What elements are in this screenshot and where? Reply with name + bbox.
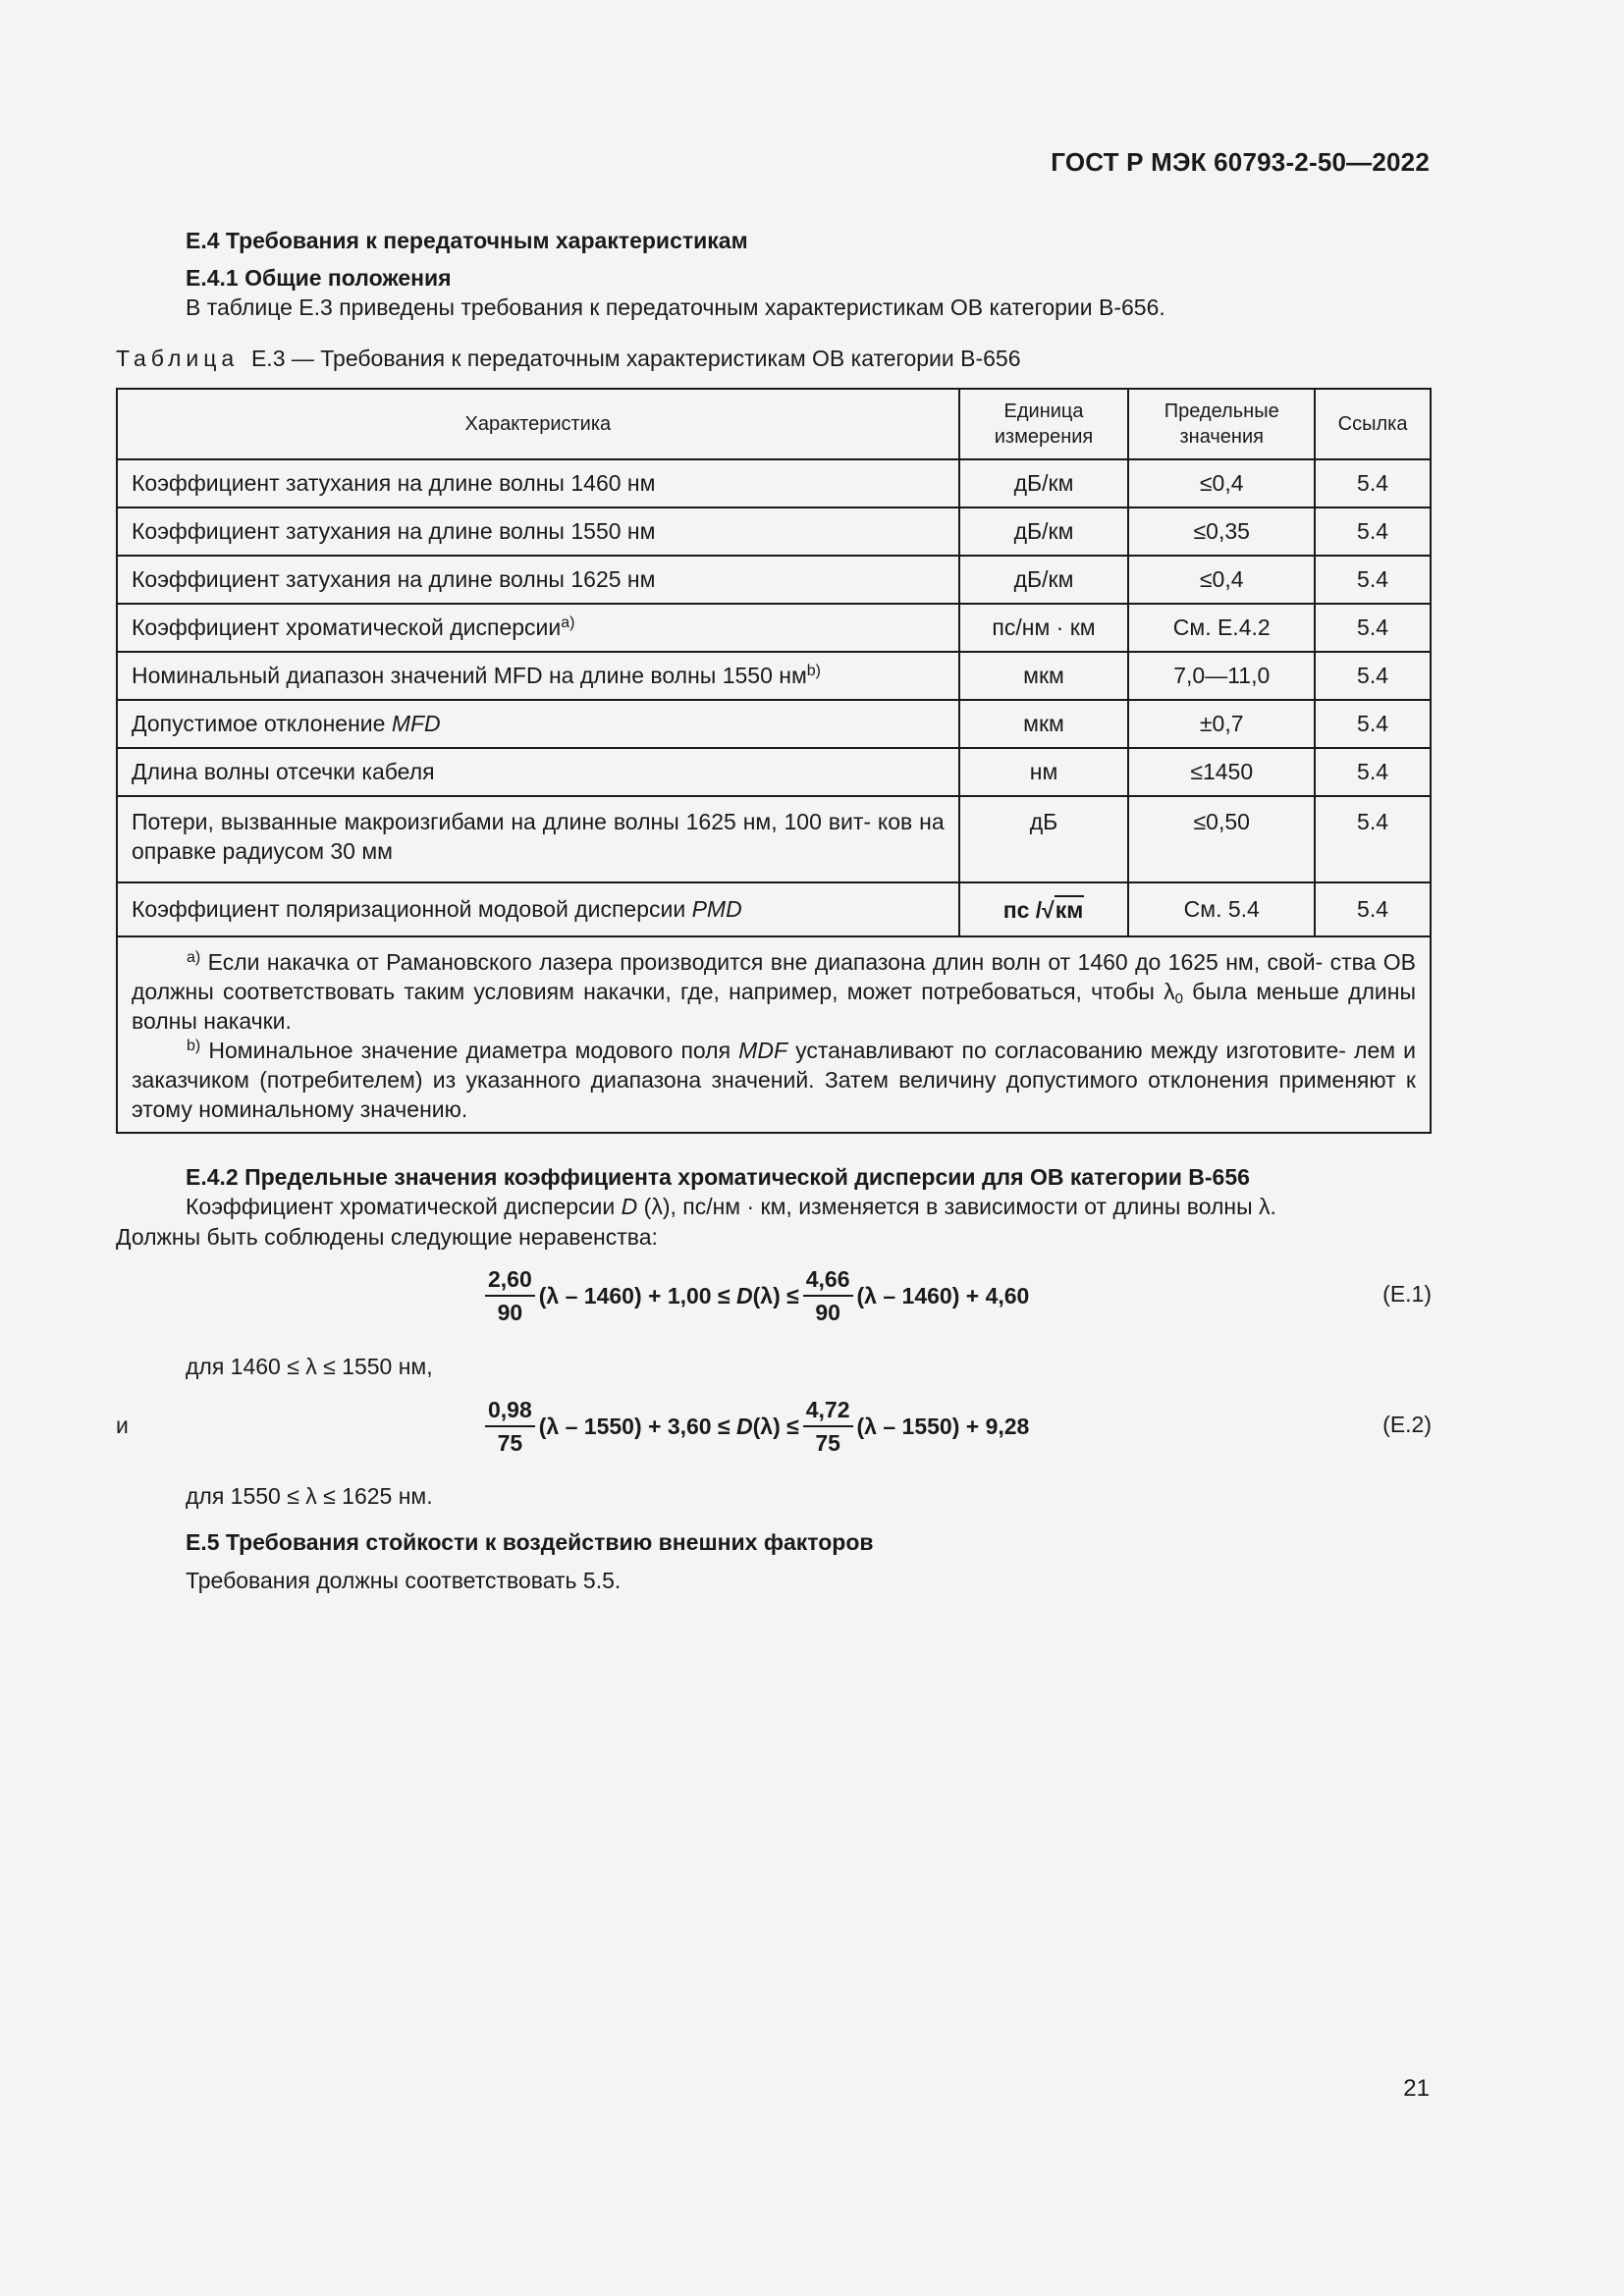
equation-part: (λ – 1460) + 1,00 ≤ [538, 1283, 736, 1308]
cell-unit: дБ/км [959, 507, 1129, 556]
cell-characteristic [117, 700, 959, 748]
table-row [117, 700, 1431, 748]
and-word: и [116, 1413, 129, 1438]
sqrt-symbol: √ км [1042, 897, 1084, 923]
equation-label-e2: (Е.2) [1382, 1412, 1432, 1437]
equation-label-e1: (Е.1) [1382, 1281, 1432, 1307]
cell-unit: дБ/км [959, 556, 1129, 604]
cell-limit: ≤0,50 [1128, 796, 1315, 882]
cell-unit: мкм [959, 652, 1129, 700]
table-caption-word: Таблица [116, 346, 240, 371]
table-notes-row [117, 936, 1431, 1133]
footnote-a-marker: a) [187, 949, 201, 966]
cell-unit [959, 882, 1129, 936]
cell-ref: 5.4 [1315, 507, 1431, 556]
cell-characteristic: Коэффициент затухания на длине волны 1460 нм [117, 459, 959, 507]
fraction [803, 1266, 853, 1326]
intro-paragraph: В таблице Е.3 приведены требования к передаточным характеристикам ОВ категории В-656. [186, 294, 1165, 320]
table-row [117, 796, 1431, 882]
cell-limit: ≤0,35 [1128, 507, 1315, 556]
fraction [485, 1266, 535, 1326]
table-notes [117, 936, 1431, 1133]
section-heading-e4: Е.4 Требования к передаточным характеристикам [186, 228, 748, 253]
cell-unit: дБ [959, 796, 1129, 882]
cell-italic: PMD [691, 896, 742, 922]
cell-unit: дБ/км [959, 459, 1129, 507]
numerator: 4,72 [803, 1397, 853, 1427]
cell-unit: пс/нм · км [959, 604, 1129, 652]
footnote-a-text-2: была меньше длины волны накачки. [132, 979, 1416, 1034]
cell-limit: ±0,7 [1128, 700, 1315, 748]
range-1: для 1460 ≤ λ ≤ 1550 нм, [186, 1354, 433, 1379]
table-caption [116, 346, 1021, 372]
cell-unit: мкм [959, 700, 1129, 748]
e42-text-1: Коэффициент хроматической дисперсии [186, 1194, 622, 1219]
equation-e1 [481, 1266, 1029, 1326]
range-2: для 1550 ≤ λ ≤ 1625 нм. [186, 1483, 433, 1509]
header-ref: Ссылка [1315, 389, 1431, 459]
cell-limit: ≤1450 [1128, 748, 1315, 796]
page-number: 21 [1403, 2075, 1430, 2102]
table-row [117, 556, 1431, 604]
subsection-heading-e42: Е.4.2 Предельные значения коэффициента хроматической дисперсии для ОВ категории В-656 [186, 1164, 1250, 1190]
footnote-ref-b: b) [806, 663, 821, 679]
e42-text-italic: D [621, 1194, 638, 1219]
cell-ref: 5.4 [1315, 652, 1431, 700]
fraction [485, 1397, 535, 1457]
equation-part: (λ – 1550) + 9,28 [856, 1414, 1030, 1439]
footnote-a-text-1: Если накачка от Рамановского лазера производится вне диапазона длин волн от 1460 до 1625 нм, свой- ства ОВ должны соответствовать таким условиям накачки, где, например, может потребоваться, чтобы λ [132, 949, 1417, 1004]
unit-radicand: км [1055, 897, 1084, 923]
footnote-ref-a: a) [561, 614, 575, 631]
cell-characteristic: Коэффициент затухания на длине волны 1625 нм [117, 556, 959, 604]
footnote-b-marker: b) [187, 1038, 201, 1054]
header-unit: Единица измерения [959, 389, 1129, 459]
cell-limit: См. Е.4.2 [1128, 604, 1315, 652]
section-heading-e5: Е.5 Требования стойкости к воздействию внешних факторов [186, 1529, 874, 1555]
equation-d: D [736, 1283, 753, 1308]
numerator: 0,98 [485, 1397, 535, 1427]
cell-ref: 5.4 [1315, 459, 1431, 507]
cell-ref: 5.4 [1315, 796, 1431, 882]
cell-ref: 5.4 [1315, 556, 1431, 604]
cell-limit: См. 5.4 [1128, 882, 1315, 936]
table-row [117, 507, 1431, 556]
footnote-b [132, 1036, 1416, 1124]
fraction [803, 1397, 853, 1457]
denominator: 75 [815, 1430, 840, 1456]
subsection-heading-e41: Е.4.1 Общие положения [186, 265, 452, 291]
cell-limit: ≤0,4 [1128, 556, 1315, 604]
cell-text: Коэффициент хроматической дисперсии [132, 614, 562, 640]
footnote-a [132, 947, 1416, 1036]
cell-text: Допустимое отклонение [132, 711, 392, 736]
equation-part: (λ) ≤ [752, 1414, 799, 1439]
cell-characteristic [117, 652, 959, 700]
e42-paragraph-line1 [186, 1192, 1432, 1222]
footnote-b-italic: MDF [738, 1038, 787, 1063]
table-row [117, 748, 1431, 796]
table-caption-text: Е.3 — Требования к передаточным характеристикам ОВ категории В-656 [250, 346, 1021, 371]
denominator: 90 [497, 1300, 523, 1325]
footnote-a-sub: 0 [1174, 990, 1183, 1007]
cell-characteristic [117, 882, 959, 936]
cell-ref: 5.4 [1315, 700, 1431, 748]
cell-characteristic: Потери, вызванные макроизгибами на длине волны 1625 нм, 100 вит- ков на оправке радиусом 30 мм [117, 796, 959, 882]
e42-paragraph-line2: Должны быть соблюдены следующие неравенства: [116, 1224, 658, 1250]
cell-limit: 7,0—11,0 [1128, 652, 1315, 700]
cell-limit: ≤0,4 [1128, 459, 1315, 507]
footnote-b-text-2: устанавливают по согласованию между изготовите- лем и заказчиком (потребителем) из указанного диапазона значений. Затем величину допустимого отклонения применяют к этому номинальному значению. [132, 1038, 1417, 1122]
cell-characteristic: Коэффициент затухания на длине волны 1550 нм [117, 507, 959, 556]
header-limit: Предельные значения [1128, 389, 1315, 459]
cell-characteristic: Длина волны отсечки кабеля [117, 748, 959, 796]
e42-text-2: (λ), пс/нм · км, изменяется в зависимости от длины волны λ. [637, 1194, 1276, 1219]
cell-ref: 5.4 [1315, 604, 1431, 652]
document-header: ГОСТ Р МЭК 60793-2-50—2022 [1051, 147, 1430, 177]
numerator: 2,60 [485, 1266, 535, 1297]
equation-part: (λ) ≤ [752, 1283, 799, 1308]
table-row [117, 459, 1431, 507]
denominator: 75 [497, 1430, 523, 1456]
e5-paragraph: Требования должны соответствовать 5.5. [186, 1568, 622, 1593]
equation-part: (λ – 1460) + 4,60 [856, 1283, 1030, 1308]
cell-ref: 5.4 [1315, 882, 1431, 936]
table-header-row [117, 389, 1431, 459]
cell-ref: 5.4 [1315, 748, 1431, 796]
equation-e2 [481, 1397, 1029, 1457]
cell-characteristic [117, 604, 959, 652]
numerator: 4,66 [803, 1266, 853, 1297]
cell-unit: нм [959, 748, 1129, 796]
cell-text: Номинальный диапазон значений MFD на длине волны 1550 нм [132, 663, 807, 688]
table-row [117, 652, 1431, 700]
table-row [117, 604, 1431, 652]
equation-part: (λ – 1550) + 3,60 ≤ [538, 1414, 736, 1439]
denominator: 90 [815, 1300, 840, 1325]
header-characteristic: Характеристика [117, 389, 959, 459]
unit-prefix: пс / [1002, 897, 1043, 923]
requirements-table [116, 388, 1432, 1134]
cell-text: Коэффициент поляризационной модовой дисперсии [132, 896, 692, 922]
cell-italic: MFD [391, 711, 441, 736]
footnote-b-text-1: Номинальное значение диаметра модового поля [208, 1038, 739, 1063]
table-row [117, 882, 1431, 936]
equation-d: D [736, 1414, 753, 1439]
